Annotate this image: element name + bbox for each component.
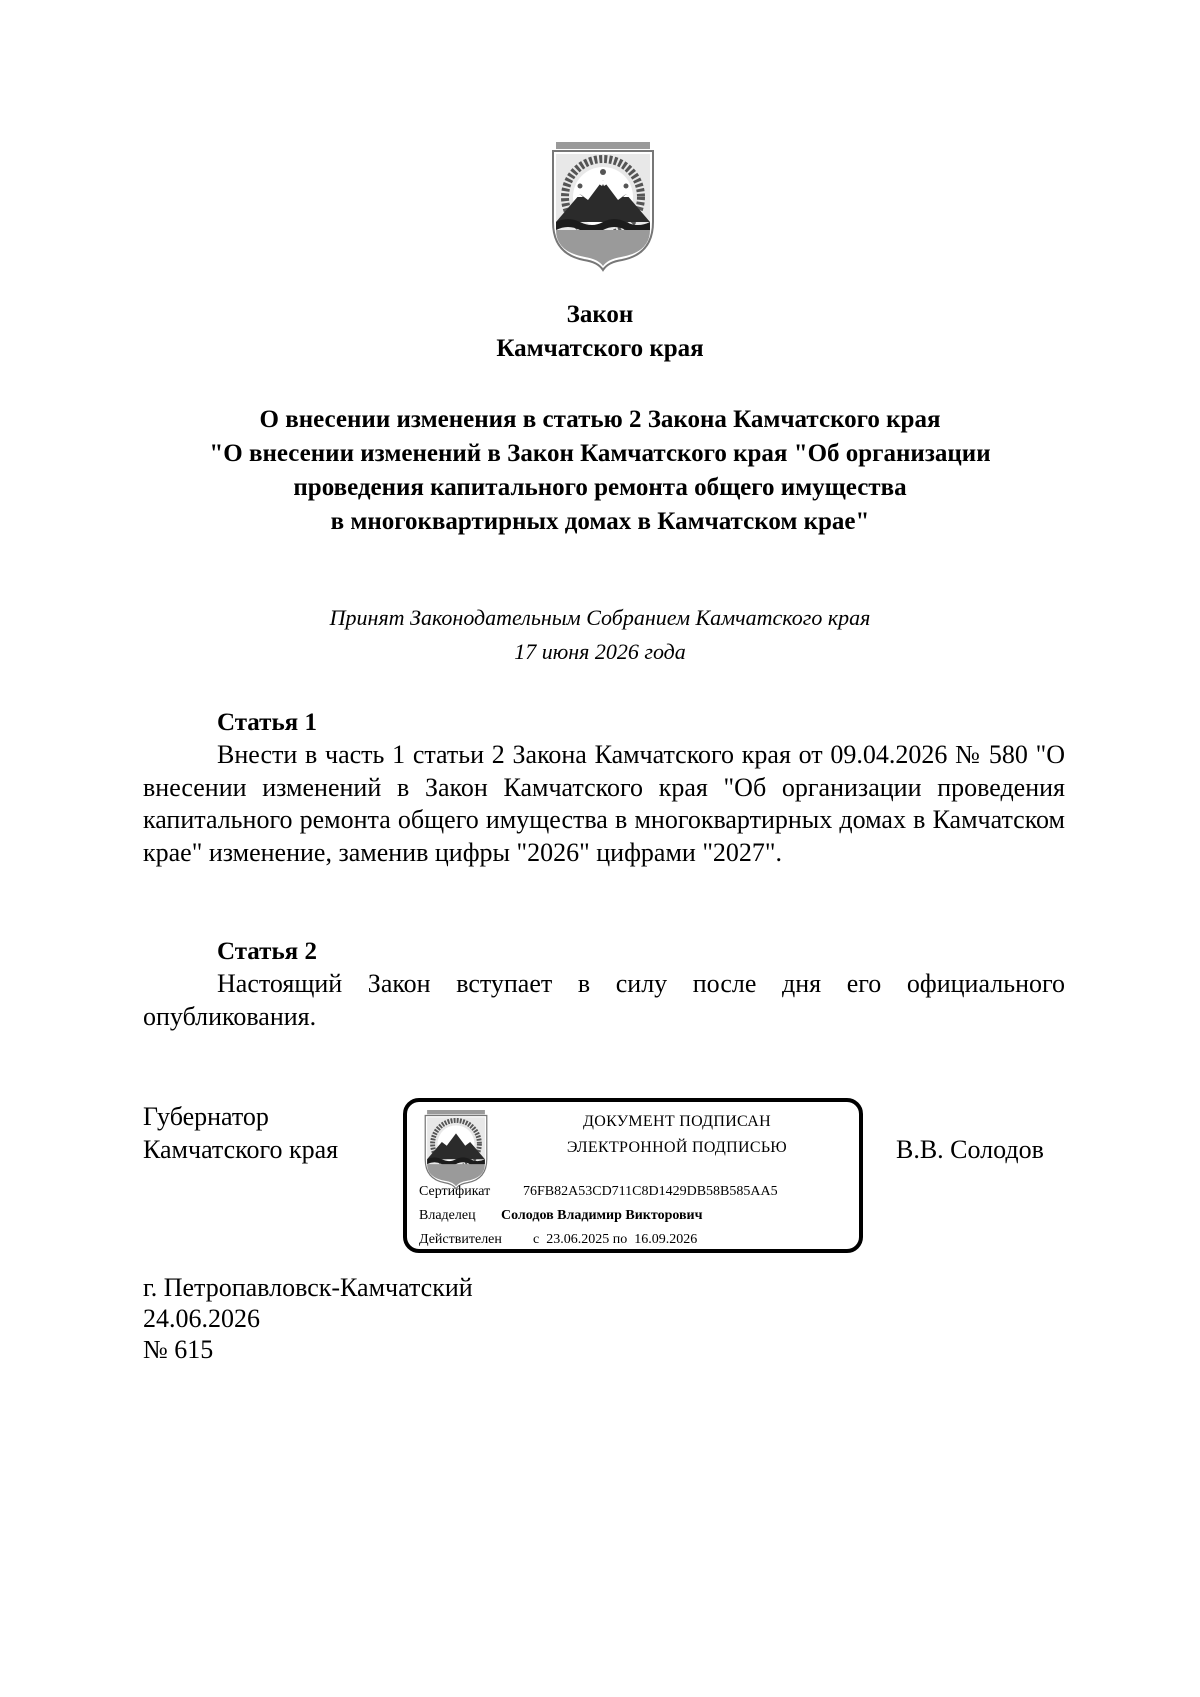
signatory-position-line: Камчатского края [143, 1135, 339, 1164]
adoption-body: Принят Законодательным Собранием Камчатского края [329, 605, 871, 630]
certificate-label: Сертификат [419, 1184, 491, 1199]
validity-label: Действителен [419, 1232, 502, 1247]
coat-of-arms-icon [548, 142, 658, 272]
adoption-date: 17 июня 2026 года [514, 639, 686, 664]
article-text: Настоящий Закон вступает в силу после дня его официального опубликования. [143, 969, 1065, 1031]
document-footer [143, 1272, 473, 1365]
document-date: 24.06.2026 [143, 1304, 260, 1333]
law-title [0, 403, 1200, 539]
law-title-line: проведения капитального ремонта общего имущества [293, 474, 907, 501]
coat-of-arms-icon [422, 1110, 490, 1190]
certificate-row [419, 1182, 778, 1202]
article-text: Внести в часть 1 статьи 2 Закона Камчатского края от 09.04.2026 № 580 "О внесении изменений в Закон Камчатского края "Об организации проведения капитального ремонта общего имущества в многоквартирных домах в Камчатском крае" изменение, заменив цифры "2026" цифрами "2027". [143, 740, 1065, 867]
place: г. Петропавловск-Камчатский [143, 1273, 473, 1302]
document-header [0, 298, 1200, 366]
article-heading: Статья 2 [217, 938, 317, 965]
validity-row [419, 1230, 697, 1250]
certificate-value: 76FB82A53CD711C8D1429DB58B585AA5 [523, 1184, 778, 1199]
stamp-header: ДОКУМЕНТ ПОДПИСАН [583, 1113, 771, 1130]
adoption-note [0, 601, 1200, 669]
document-number: № 615 [143, 1335, 214, 1364]
law-title-line: "О внесении изменений в Закон Камчатского края "Об организации [209, 440, 991, 467]
signatory-position [143, 1100, 338, 1166]
owner-row [419, 1206, 703, 1226]
document-issuer: Камчатского края [496, 335, 704, 362]
electronic-signature-stamp [403, 1098, 863, 1253]
owner-value: Солодов Владимир Викторович [501, 1208, 703, 1223]
signatory-position-line: Губернатор [143, 1102, 269, 1131]
law-title-line: О внесении изменения в статью 2 Закона Камчатского края [259, 406, 941, 433]
validity-from-prefix: с [533, 1232, 540, 1247]
article-heading: Статья 1 [217, 709, 317, 736]
signatory-name: В.В. Солодов [896, 1135, 1044, 1164]
document-type: Закон [566, 301, 634, 328]
validity-to: 16.09.2026 [634, 1232, 698, 1247]
owner-label: Владелец [419, 1208, 476, 1223]
validity-from: 23.06.2025 [546, 1232, 610, 1247]
law-title-line: в многоквартирных домах в Камчатском крае" [330, 508, 870, 535]
validity-to-prefix: по [612, 1232, 628, 1247]
stamp-header: ЭЛЕКТРОННОЙ ПОДПИСЬЮ [566, 1139, 788, 1156]
